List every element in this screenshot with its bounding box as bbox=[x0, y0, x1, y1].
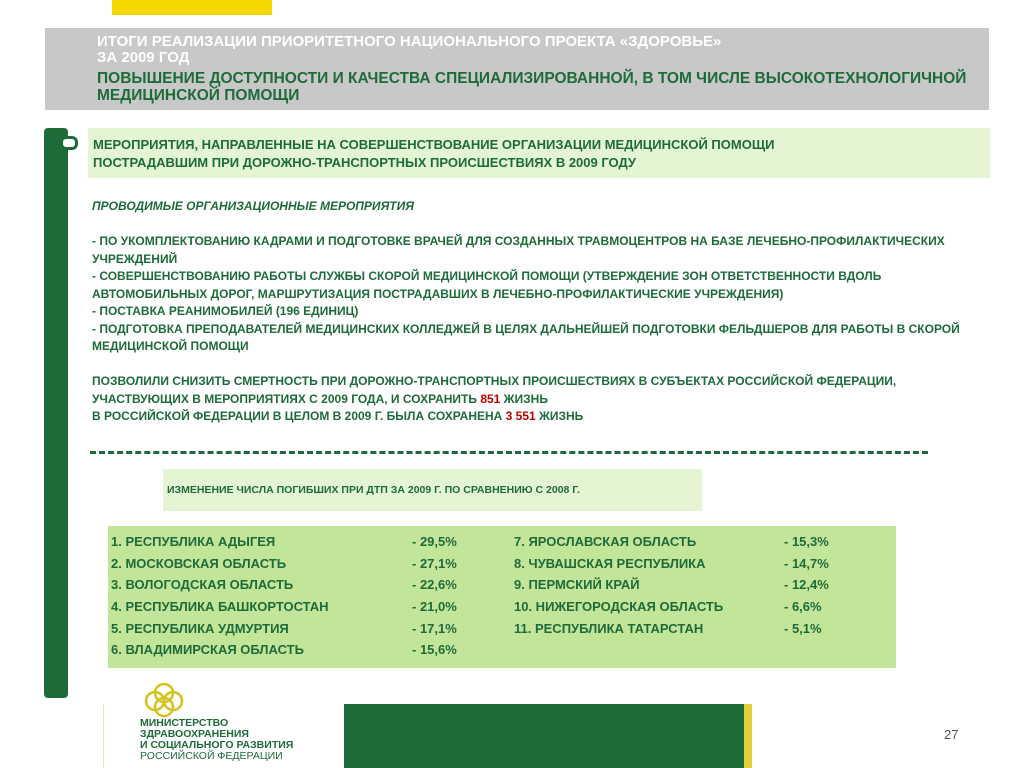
table-value: - 22,6% bbox=[412, 577, 457, 592]
table-value: - 5,1% bbox=[784, 621, 822, 636]
main-text-block bbox=[92, 198, 972, 426]
header-banner bbox=[45, 28, 989, 110]
table-value: - 21,0% bbox=[412, 599, 457, 614]
table-value: - 17,1% bbox=[412, 621, 457, 636]
table-value: - 15,3% bbox=[784, 534, 829, 549]
table-row: 9. ПЕРМСКИЙ КРАЙ bbox=[514, 577, 640, 592]
saved-lives-regions: 851 bbox=[480, 391, 501, 406]
measure-item: - ПО УКОМПЛЕКТОВАНИЮ КАДРАМИ И ПОДГОТОВКЕ ВРАЧЕЙ ДЛЯ СОЗДАННЫХ ТРАВМОЦЕНТРОВ НА БАЗЕ ЛЕЧЕБНО-ПРОФИЛАКТИЧЕСКИХ УЧРЕЖДЕНИЙ bbox=[92, 234, 945, 266]
dashed-divider bbox=[90, 451, 928, 454]
table-value: - 12,4% bbox=[784, 577, 829, 592]
regions-table bbox=[108, 526, 896, 668]
left-decorative-bar bbox=[44, 128, 68, 698]
change-caption-box bbox=[163, 469, 702, 511]
page-number: 27 bbox=[944, 727, 959, 742]
measure-item: - ПОДГОТОВКА ПРЕПОДАВАТЕЛЕЙ МЕДИЦИНСКИХ КОЛЛЕДЖЕЙ В ЦЕЛЯХ ДАЛЬНЕЙШЕЙ ПОДГОТОВКИ ФЕЛЬДШЕРОВ ДЛЯ РАБОТЫ В СКОРОЙ МЕДИЦИНСКОЙ ПОМОЩИ bbox=[92, 321, 960, 353]
table-row: 6. ВЛАДИМИРСКАЯ ОБЛАСТЬ bbox=[111, 642, 304, 657]
left-bar-notch bbox=[60, 136, 78, 150]
footer-yellow-stripe bbox=[744, 704, 752, 768]
change-caption: ИЗМЕНЕНИЕ ЧИСЛА ПОГИБШИХ ПРИ ДТП ЗА 2009 Г. ПО СРАВНЕНИЮ С 2008 Г. bbox=[167, 484, 580, 496]
result-paragraph: ПОЗВОЛИЛИ СНИЗИТЬ СМЕРТНОСТЬ ПРИ ДОРОЖНО-ТРАНСПОРТНЫХ ПРОИСШЕСТВИЯХ В СУБЪЕКТАХ РОССИЙСКОЙ ФЕДЕРАЦИИ, УЧАСТВУЮЩИХ В МЕРОПРИЯТИЯХ С 2009 ГОДА, И СОХРАНИТЬ 851 ЖИЗНЬ bbox=[92, 374, 897, 406]
top-accent-bar bbox=[112, 0, 272, 15]
header-subtitle: ПОВЫШЕНИЕ ДОСТУПНОСТИ И КАЧЕСТВА СПЕЦИАЛИЗИРОВАННОЙ, В ТОМ ЧИСЛЕ ВЫСОКОТЕХНОЛОГИЧНОЙ МЕДИЦИНСКОЙ ПОМОЩИ bbox=[97, 70, 967, 104]
table-value: - 6,6% bbox=[784, 599, 822, 614]
table-row: 8. ЧУВАШСКАЯ РЕСПУБЛИКА bbox=[514, 556, 706, 571]
header-title: ИТОГИ РЕАЛИЗАЦИИ ПРИОРИТЕТНОГО НАЦИОНАЛЬНОГО ПРОЕКТА «ЗДОРОВЬЕ» ЗА 2009 ГОД bbox=[97, 33, 722, 66]
table-row: 11. РЕСПУБЛИКА ТАТАРСТАН bbox=[514, 621, 704, 636]
table-row: 5. РЕСПУБЛИКА УДМУРТИЯ bbox=[111, 621, 289, 636]
measure-item: - ПОСТАВКА РЕАНИМОБИЛЕЙ (196 ЕДИНИЦ) bbox=[92, 304, 359, 318]
measures-heading: ПРОВОДИМЫЕ ОРГАНИЗАЦИОННЫЕ МЕРОПРИЯТИЯ bbox=[92, 199, 415, 213]
table-value: - 29,5% bbox=[412, 534, 457, 549]
measures-title-box bbox=[88, 128, 990, 178]
divider-end-dot bbox=[924, 451, 927, 454]
table-value: - 15,6% bbox=[412, 642, 457, 657]
measures-title: МЕРОПРИЯТИЯ, НАПРАВЛЕННЫЕ НА СОВЕРШЕНСТВОВАНИЕ ОРГАНИЗАЦИИ МЕДИЦИНСКОЙ ПОМОЩИ ПОСТРАДАВШИМ ПРИ ДОРОЖНО-ТРАНСПОРТНЫХ ПРОИСШЕСТВИЯХ В 2009 ГОДУ bbox=[93, 137, 775, 170]
table-row: 1. РЕСПУБЛИКА АДЫГЕЯ bbox=[111, 534, 276, 549]
footer-green-block bbox=[344, 704, 744, 768]
table-value: - 27,1% bbox=[412, 556, 457, 571]
table-row: 4. РЕСПУБЛИКА БАШКОРТОСТАН bbox=[111, 599, 329, 614]
table-row: 7. ЯРОСЛАВСКАЯ ОБЛАСТЬ bbox=[514, 534, 697, 549]
table-row: 10. НИЖЕГОРОДСКАЯ ОБЛАСТЬ bbox=[514, 599, 724, 614]
result-total: В РОССИЙСКОЙ ФЕДЕРАЦИИ В ЦЕЛОМ В 2009 Г. БЫЛА СОХРАНЕНА 3 551 ЖИЗНЬ bbox=[92, 409, 584, 423]
table-value: - 14,7% bbox=[784, 556, 829, 571]
measure-item: - СОВЕРШЕНСТВОВАНИЮ РАБОТЫ СЛУЖБЫ СКОРОЙ МЕДИЦИНСКОЙ ПОМОЩИ (УТВЕРЖДЕНИЕ ЗОН ОТВЕТСТВЕННОСТИ ВДОЛЬ АВТОМОБИЛЬНЫХ ДОРОГ, МАРШРУТИЗАЦИЯ ПОСТРАДАВШИХ В ЛЕЧЕБНО-ПРОФИЛАКТИЧЕСКИЕ УЧРЕЖДЕНИЯ) bbox=[92, 269, 882, 301]
saved-lives-total: 3 551 bbox=[505, 409, 536, 423]
ministry-logo-text: МИНИСТЕРСТВО ЗДРАВООХРАНЕНИЯ И СОЦИАЛЬНОГО РАЗВИТИЯ РОССИЙСКОЙ ФЕДЕРАЦИИ bbox=[140, 717, 294, 762]
table-row: 2. МОСКОВСКАЯ ОБЛАСТЬ bbox=[111, 556, 287, 571]
table-row: 3. ВОЛОГОДСКАЯ ОБЛАСТЬ bbox=[111, 577, 294, 592]
ministry-logo-icon bbox=[134, 680, 194, 720]
footer-thin-line bbox=[103, 704, 104, 768]
